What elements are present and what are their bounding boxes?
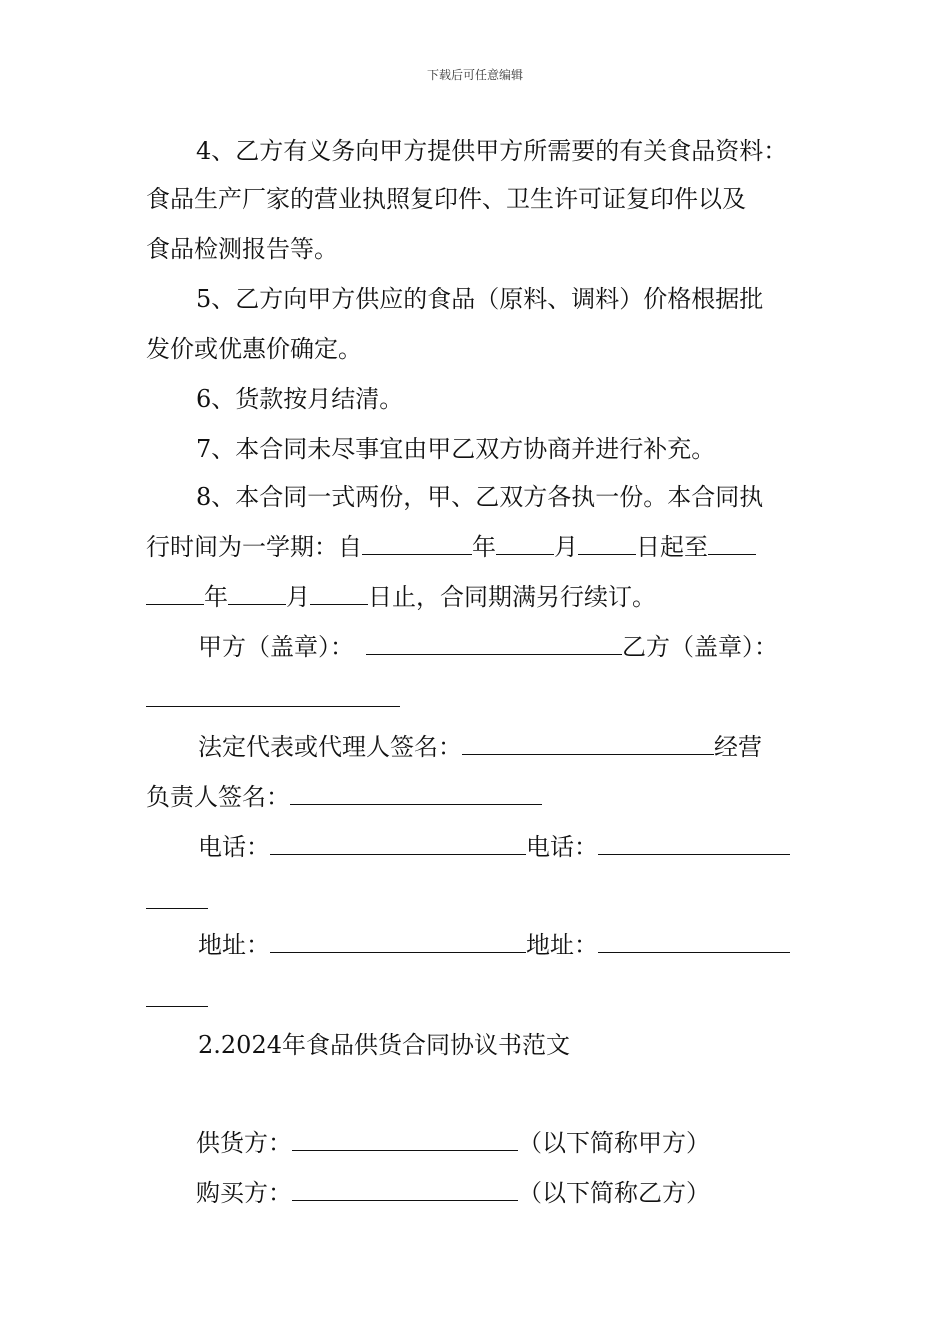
clause-4-line-1: 4、乙方有义务向甲方提供甲方所需要的有关食品资料： [196, 137, 788, 165]
section-2-title: 2.2024年食品供货合同协议书范文 [198, 1031, 570, 1059]
buyer-line [196, 1178, 710, 1208]
clause-5-line-2: 发价或优惠价确定。 [146, 335, 362, 363]
manager-label-part1: 经营 [714, 733, 762, 761]
supplier-label: 供货方： [196, 1129, 292, 1157]
clause-5-line-1: 5、乙方向甲方供应的食品（原料、调料）价格根据批 [196, 285, 764, 313]
manager-line [146, 782, 542, 812]
year-label: 年 [472, 533, 496, 561]
address-b-blank[interactable] [598, 930, 790, 953]
end-year-blank-end[interactable] [146, 582, 204, 605]
supplier-line [196, 1128, 710, 1158]
start-day-blank[interactable] [578, 532, 636, 555]
address-b-blank-continued[interactable] [146, 982, 208, 1007]
address-b-label: 地址： [526, 931, 598, 959]
address-a-label: 地址： [198, 931, 270, 959]
phone-line [198, 832, 790, 862]
end-day-blank[interactable] [310, 582, 368, 605]
clause-8-line-2 [146, 532, 756, 562]
clause-7: 7、本合同未尽事宜由甲乙双方协商并进行补充。 [196, 435, 716, 463]
clause-8-line-1: 8、本合同一式两份，甲、乙双方各执一份。本合同执 [196, 483, 764, 511]
address-a-blank[interactable] [270, 930, 526, 953]
party-a-seal-blank[interactable] [366, 632, 622, 655]
end-month-blank[interactable] [228, 582, 286, 605]
legal-rep-line [198, 732, 762, 762]
clause-6: 6、货款按月结清。 [196, 385, 404, 413]
phone-b-blank[interactable] [598, 832, 790, 855]
supplier-blank[interactable] [292, 1128, 518, 1151]
manager-label-part2: 负责人签名： [146, 783, 290, 811]
address-line [198, 930, 790, 960]
start-year-blank[interactable] [362, 532, 472, 555]
legal-rep-label: 法定代表或代理人签名： [198, 733, 462, 761]
month-label: 月 [554, 533, 578, 561]
clause-4-line-3: 食品检测报告等。 [146, 235, 338, 263]
buyer-blank[interactable] [292, 1178, 518, 1201]
buyer-label: 购买方： [196, 1179, 292, 1207]
party-b-seal-label: 乙方（盖章）： [622, 633, 778, 661]
party-b-seal-blank[interactable] [146, 682, 400, 707]
month-label: 月 [286, 583, 310, 611]
end-year-blank-start[interactable] [708, 532, 756, 555]
phone-b-label: 电话： [526, 833, 598, 861]
phone-a-blank[interactable] [270, 832, 526, 855]
party-a-seal-label: 甲方（盖章）： [198, 633, 354, 661]
supplier-note: （以下简称甲方） [518, 1129, 710, 1157]
start-month-blank[interactable] [496, 532, 554, 555]
buyer-note: （以下简称乙方） [518, 1179, 710, 1207]
seal-line [198, 632, 778, 662]
phone-a-label: 电话： [198, 833, 270, 861]
legal-rep-blank[interactable] [462, 732, 714, 755]
page-header: 下载后可任意编辑 [426, 68, 523, 82]
clause-8-line-3 [146, 582, 656, 612]
end-clause-text: 日止，合同期满另行续订。 [368, 583, 656, 611]
day-until-label: 日起至 [636, 533, 708, 561]
clause-4-line-2: 食品生产厂家的营业执照复印件、卫生许可证复印件以及 [146, 185, 746, 213]
phone-b-blank-continued[interactable] [146, 884, 208, 909]
clause-8-text-from: 行时间为一学期：自 [146, 533, 362, 561]
manager-sign-blank[interactable] [290, 782, 542, 805]
year-label: 年 [204, 583, 228, 611]
